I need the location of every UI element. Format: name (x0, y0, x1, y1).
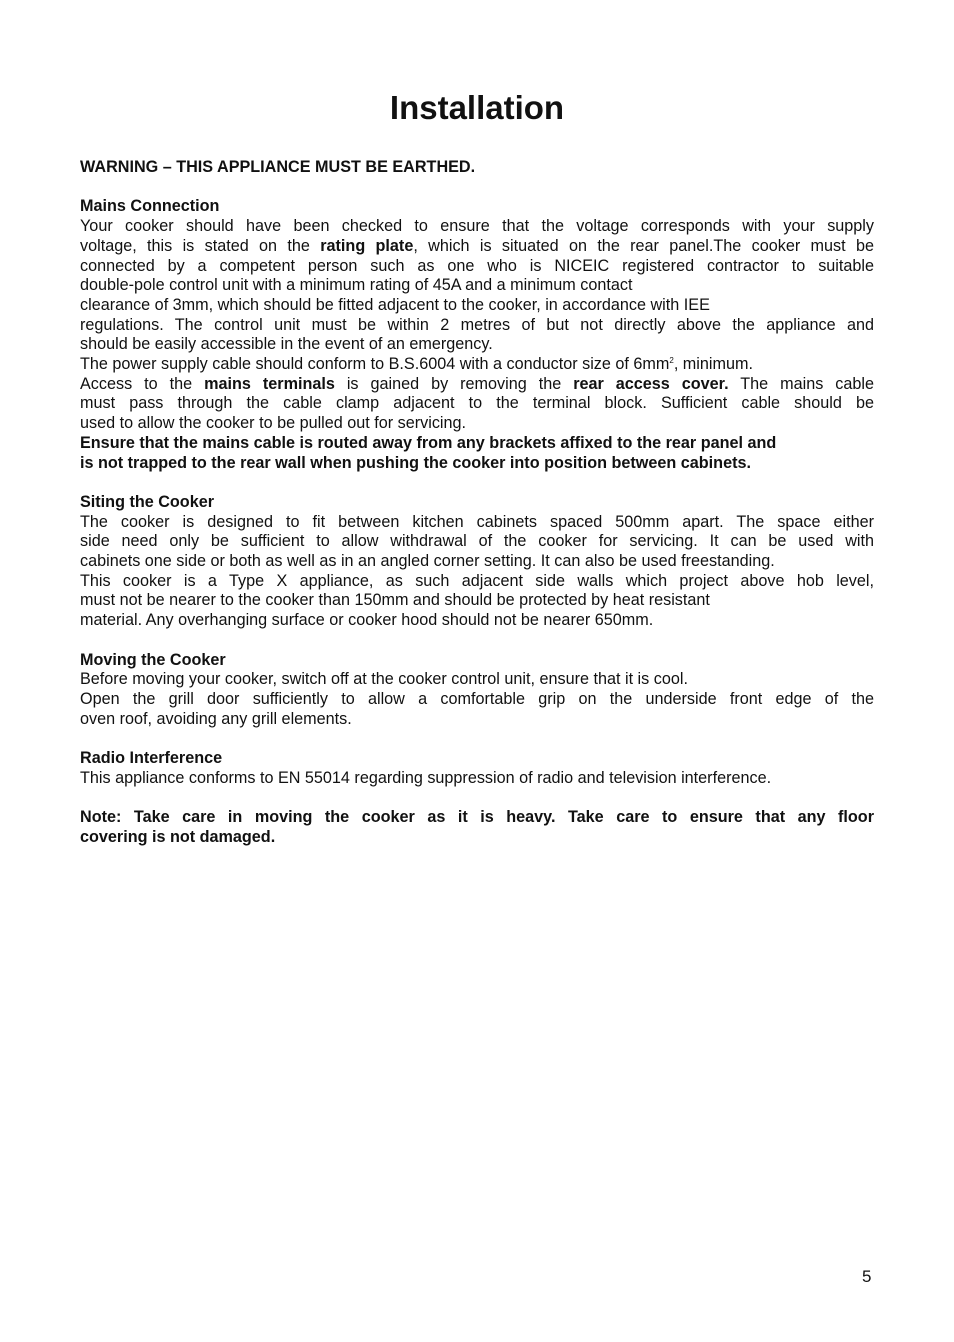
moving-text-line: Open the grill door sufficiently to allow a comfortable grip on the underside front edge of the (80, 689, 874, 708)
mains-text-line (80, 355, 874, 375)
mains-text-line (80, 237, 874, 257)
mains-text-line: regulations. The control unit must be within 2 metres of but not directly above the appliance and (80, 315, 874, 334)
rating-plate-term: rating plate (320, 236, 414, 255)
page-title: Installation (389, 89, 565, 126)
text-run: , which is situated on the rear panel.The cooker must be (413, 236, 874, 255)
text-run: The power supply cable should conform to B.S.6004 with a conductor size of 6mm (80, 355, 670, 374)
mains-cable-warning-line: is not trapped to the rear wall when pushing the cooker into position between cabinets. (80, 453, 751, 472)
text-run: is gained by removing the (334, 374, 574, 393)
text-run: Access to the (80, 374, 205, 393)
earthing-warning: WARNING – THIS APPLIANCE MUST BE EARTHED. (80, 158, 476, 176)
note-line: Note: Take care in moving the cooker as it is heavy. Take care to ensure that any floor (80, 808, 874, 827)
siting-text-line: side need only be sufficient to allow withdrawal of the cooker for servicing. It can be used with (80, 532, 874, 551)
mains-text-line (80, 375, 874, 395)
mains-text-line: double-pole control unit with a minimum rating of 45A and a minimum contact (80, 276, 633, 295)
moving-text-line: Before moving your cooker, switch off at the cooker control unit, ensure that it is cool. (80, 670, 688, 689)
moving-heading: Moving the Cooker (80, 650, 226, 669)
radio-heading: Radio Interference (80, 749, 223, 768)
mains-text-line: should be easily accessible in the event of an emergency. (80, 335, 493, 354)
note-line: covering is not damaged. (80, 827, 276, 846)
mains-connection-heading: Mains Connection (80, 197, 220, 216)
spacer (80, 178, 874, 198)
mains-text-line: clearance of 3mm, which should be fitted adjacent to the cooker, in accordance with IEE (80, 295, 710, 314)
text-run: , minimum. (673, 355, 753, 374)
siting-heading: Siting the Cooker (80, 492, 215, 511)
siting-text-line: material. Any overhanging surface or cooker hood should not be nearer 650mm. (80, 611, 654, 630)
document-body (80, 158, 874, 848)
mains-text-line: must pass through the cable clamp adjacent to the terminal block. Sufficient cable should be (80, 394, 874, 413)
spacer (80, 473, 874, 493)
spacer (80, 729, 874, 749)
mains-text-line: Your cooker should have been checked to ensure that the voltage corresponds with your supply (80, 217, 874, 236)
squared-superscript: 2 (669, 356, 674, 366)
moving-text-line: oven roof, avoiding any grill elements. (80, 709, 352, 728)
text-run: The mains cable (728, 374, 874, 393)
text-run: voltage, this is stated on the (80, 236, 321, 255)
spacer (80, 631, 874, 651)
siting-text-line: cabinets one side or both as well as in an angled corner setting. It can also be used freestanding. (80, 552, 775, 571)
siting-text-line: The cooker is designed to fit between kitchen cabinets spaced 500mm apart. The space either (80, 512, 874, 531)
siting-text-line: This cooker is a Type X appliance, as such adjacent side walls which project above hob level, (80, 571, 874, 590)
siting-text-line: must not be nearer to the cooker than 150mm and should be protected by heat resistant (80, 591, 710, 610)
mains-terminals-term: mains terminals (204, 374, 335, 393)
spacer (80, 788, 874, 808)
mains-cable-warning-line: Ensure that the mains cable is routed away from any brackets affixed to the rear panel and (80, 433, 777, 452)
rear-access-cover-term: rear access cover. (573, 374, 729, 393)
mains-text-line: connected by a competent person such as one who is NICEIC registered contractor to suitable (80, 256, 874, 275)
radio-text-line: This appliance conforms to EN 55014 regarding suppression of radio and television interference. (80, 768, 772, 787)
page-number: 5 (862, 1267, 872, 1286)
mains-text-line: used to allow the cooker to be pulled out for servicing. (80, 414, 467, 433)
